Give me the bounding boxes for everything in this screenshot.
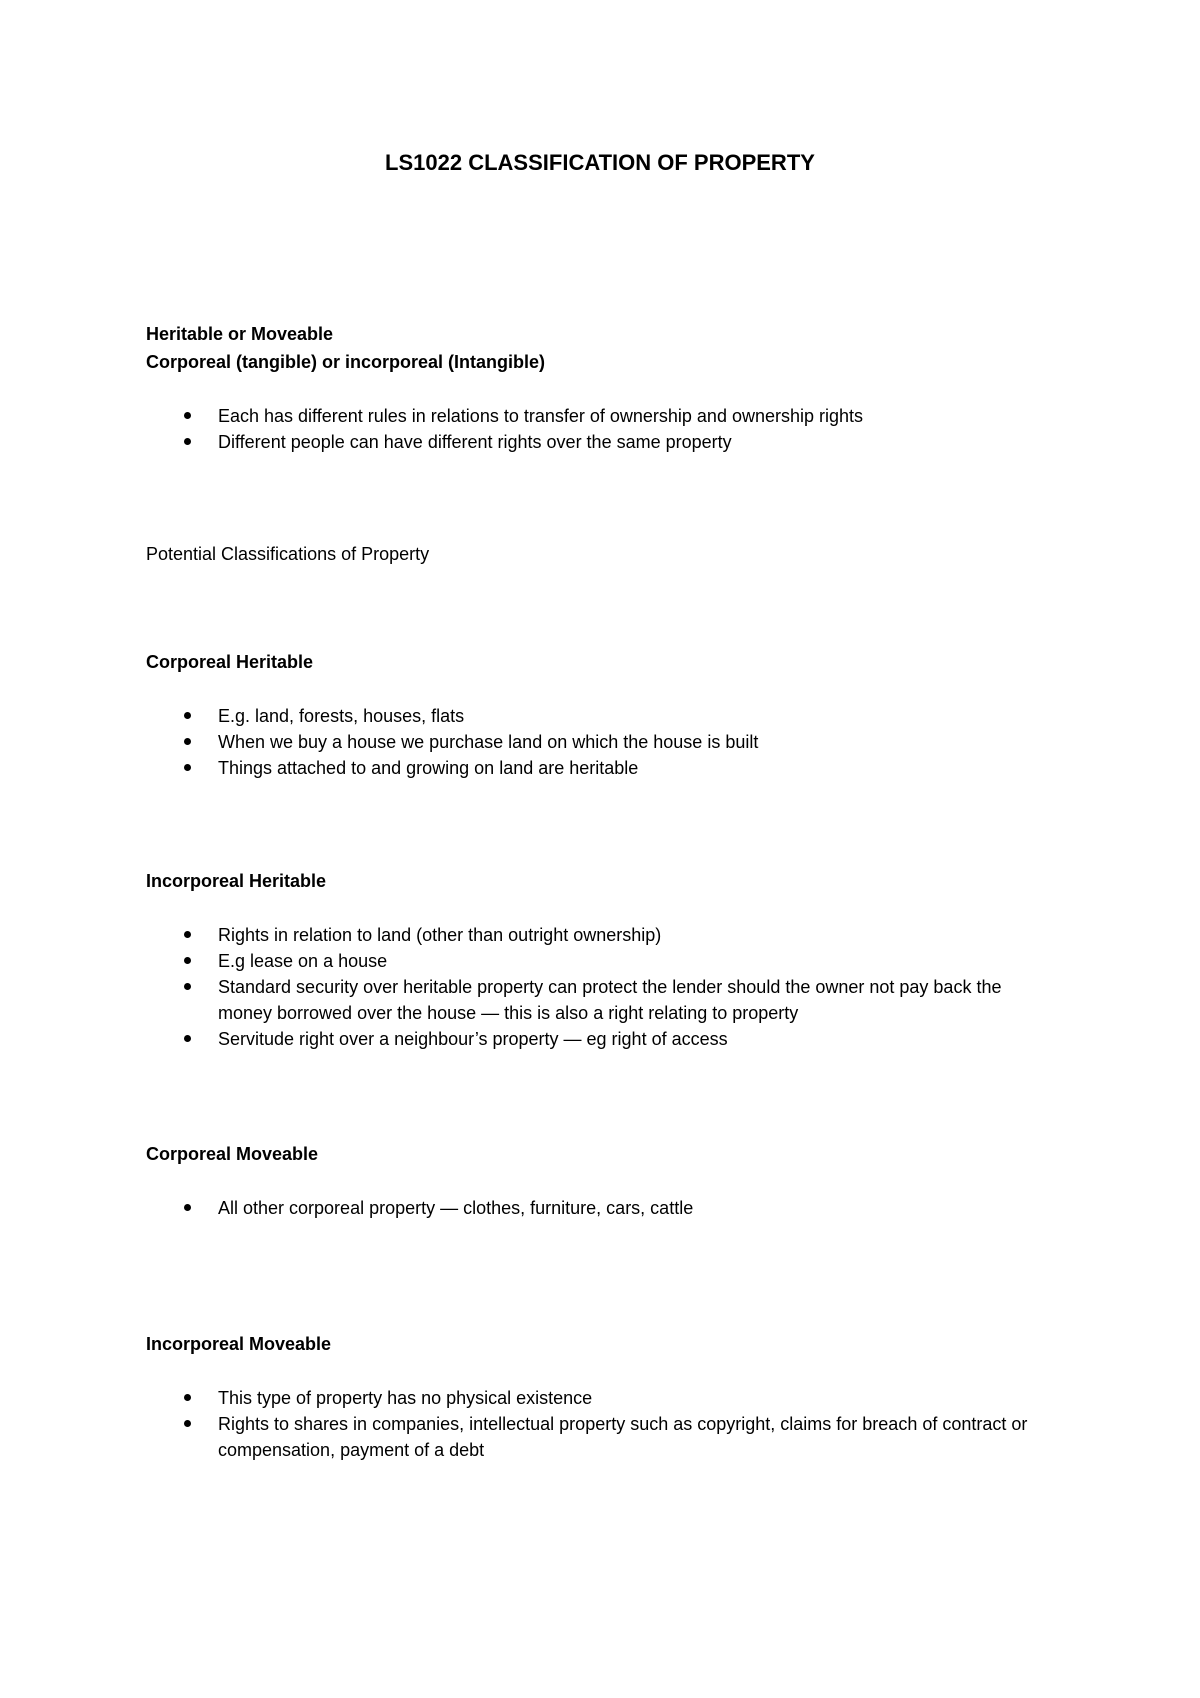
bullet-icon: [184, 712, 191, 719]
intro-heading-corporeal-incorporeal: Corporeal (tangible) or incorporeal (Intangible): [146, 352, 546, 372]
bullet-icon: [184, 1420, 191, 1427]
list-item: E.g. land, forests, houses, flats: [146, 703, 1046, 729]
page-title: LS1022 CLASSIFICATION OF PROPERTY: [385, 150, 815, 175]
intro-heading-heritable-moveable: Heritable or Moveable: [146, 324, 334, 344]
bullet-icon: [184, 1394, 191, 1401]
list-item: E.g lease on a house: [146, 948, 1046, 974]
bullet-icon: [184, 438, 191, 445]
bullet-icon: [184, 931, 191, 938]
incorporeal-moveable-list: [146, 1385, 1046, 1463]
corporeal-moveable-list: [146, 1195, 1046, 1221]
list-item: Rights to shares in companies, intellectual property such as copyright, claims for breach of contract or compensation, payment of a debt: [146, 1411, 1046, 1463]
list-item: Rights in relation to land (other than outright ownership): [146, 922, 1046, 948]
potential-classifications-label: Potential Classifications of Property: [146, 544, 430, 564]
intro-bullet-list: [146, 403, 1046, 455]
bullet-icon: [184, 1204, 191, 1211]
incorporeal-heritable-list: [146, 922, 1046, 1052]
section-heading-incorporeal-heritable: Incorporeal Heritable: [146, 871, 327, 891]
list-item: Different people can have different rights over the same property: [146, 429, 1046, 455]
list-item: When we buy a house we purchase land on which the house is built: [146, 729, 1046, 755]
list-item: Servitude right over a neighbour’s property — eg right of access: [146, 1026, 1046, 1052]
bullet-icon: [184, 983, 191, 990]
section-heading-corporeal-moveable: Corporeal Moveable: [146, 1144, 319, 1164]
corporeal-heritable-list: [146, 703, 1046, 781]
list-item: Standard security over heritable property can protect the lender should the owner not pay back the money borrowed over the house — this is also a right relating to property: [146, 974, 1046, 1026]
bullet-icon: [184, 957, 191, 964]
list-item: All other corporeal property — clothes, furniture, cars, cattle: [146, 1195, 1046, 1221]
section-heading-corporeal-heritable: Corporeal Heritable: [146, 652, 314, 672]
bullet-icon: [184, 1035, 191, 1042]
bullet-icon: [184, 412, 191, 419]
bullet-icon: [184, 764, 191, 771]
bullet-icon: [184, 738, 191, 745]
list-item: This type of property has no physical existence: [146, 1385, 1046, 1411]
list-item: Each has different rules in relations to transfer of ownership and ownership rights: [146, 403, 1046, 429]
section-heading-incorporeal-moveable: Incorporeal Moveable: [146, 1334, 332, 1354]
list-item: Things attached to and growing on land are heritable: [146, 755, 1046, 781]
